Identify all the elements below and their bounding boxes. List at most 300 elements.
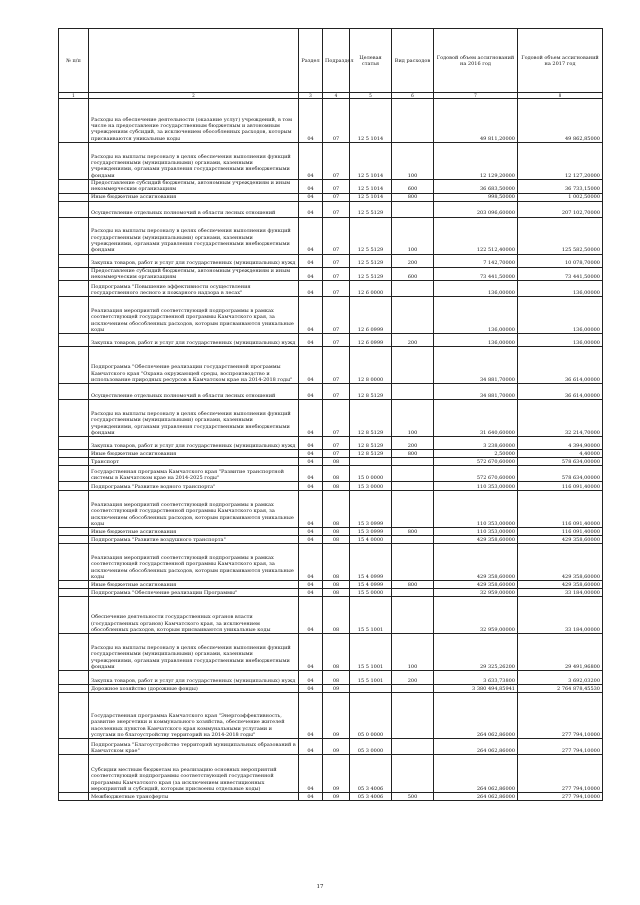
expense-type-cell (392, 693, 434, 739)
num-cell (59, 193, 89, 201)
name-cell: Иные бюджетные ассигнования (89, 193, 299, 201)
num-cell (59, 685, 89, 693)
article-cell: 15 3 0999 (350, 528, 392, 536)
subsection-cell: 07 (323, 334, 350, 347)
expense-type-cell: 800 (392, 528, 434, 536)
subsection-cell: 09 (323, 685, 350, 693)
article-cell: 15 5 1001 (350, 634, 392, 671)
expense-type-cell (392, 384, 434, 400)
amount-2016-cell: 110 353,00000 (434, 491, 518, 528)
section-cell: 04 (299, 634, 323, 671)
subsection-cell: 08 (323, 466, 350, 482)
num-cell (59, 217, 89, 254)
amount-2017-cell: 578 634,00000 (518, 466, 603, 482)
expense-type-cell: 100 (392, 217, 434, 254)
section-cell: 04 (299, 193, 323, 201)
article-cell: 12 5 5129 (350, 201, 392, 217)
table-row (59, 466, 603, 482)
amount-2017-cell: 33 184,00000 (518, 597, 603, 634)
name-cell: Дорожное хозяйство (дорожные фонды) (89, 685, 299, 693)
column-number: 8 (518, 93, 603, 99)
amount-2016-cell: 31 640,60000 (434, 400, 518, 437)
num-cell (59, 143, 89, 180)
expense-type-cell (392, 739, 434, 755)
table-row (59, 544, 603, 581)
amount-2017-cell: 578 634,00000 (518, 458, 603, 466)
section-cell: 04 (299, 739, 323, 755)
name-cell: Транспорт (89, 458, 299, 466)
name-cell: Закупка товаров, работ и услуг для государственных (муниципальных) нужд (89, 671, 299, 685)
article-cell: 12 5 5129 (350, 254, 392, 267)
appropriations-table (58, 28, 603, 801)
num-cell (59, 671, 89, 685)
column-number: 1 (59, 93, 89, 99)
amount-2017-cell: 277 794,10000 (518, 739, 603, 755)
amount-2016-cell: 136,00000 (434, 334, 518, 347)
expense-type-cell (392, 755, 434, 793)
expense-type-cell: 500 (392, 793, 434, 801)
amount-2017-cell: 73 441,50000 (518, 267, 603, 281)
article-cell: 15 4 0000 (350, 536, 392, 544)
article-cell: 12 5 1014 (350, 193, 392, 201)
amount-2017-cell: 136,00000 (518, 297, 603, 334)
name-cell: Реализация мероприятий соответствующей подпрограммы в рамках соответствующей государственной программы Камчатского края, за исключением обособленных расходов, которым присваиваются уникальные коды (89, 491, 299, 528)
expense-type-cell: 200 (392, 671, 434, 685)
article-cell: 12 5 1014 (350, 180, 392, 194)
num-cell (59, 297, 89, 334)
article-cell: 15 4 0999 (350, 581, 392, 589)
subsection-cell: 07 (323, 281, 350, 297)
amount-2017-cell: 4,40000 (518, 450, 603, 458)
expense-type-cell: 800 (392, 450, 434, 458)
num-cell (59, 254, 89, 267)
amount-2016-cell: 12 129,20000 (434, 143, 518, 180)
section-cell: 04 (299, 217, 323, 254)
num-cell (59, 201, 89, 217)
num-cell (59, 384, 89, 400)
amount-2016-cell: 264 062,86000 (434, 693, 518, 739)
section-cell: 04 (299, 201, 323, 217)
table-row (59, 193, 603, 201)
amount-2017-cell: 36 614,00000 (518, 347, 603, 384)
subsection-cell: 08 (323, 482, 350, 491)
amount-2016-cell: 429 358,60000 (434, 581, 518, 589)
num-cell (59, 793, 89, 801)
expense-type-cell: 200 (392, 254, 434, 267)
table-row (59, 217, 603, 254)
amount-2016-cell: 572 670,60000 (434, 466, 518, 482)
amount-2016-cell: 73 441,50000 (434, 267, 518, 281)
subsection-cell: 08 (323, 536, 350, 544)
num-cell (59, 597, 89, 634)
subsection-cell: 07 (323, 217, 350, 254)
table-row (59, 334, 603, 347)
amount-2016-cell: 572 670,60000 (434, 458, 518, 466)
amount-2017-cell: 125 582,50000 (518, 217, 603, 254)
section-cell: 04 (299, 589, 323, 597)
section-cell: 04 (299, 437, 323, 450)
name-cell: Реализация мероприятий соответствующей подпрограммы в рамках соответствующей государственной программы Камчатского края, за исключением обособленных расходов, которым присваиваются уникальные коды (89, 544, 299, 581)
expense-type-cell (392, 491, 434, 528)
table-row (59, 143, 603, 180)
table-row (59, 201, 603, 217)
name-cell: Осуществление отдельных полномочий в области лесных отношений (89, 384, 299, 400)
article-cell: 12 6 0000 (350, 281, 392, 297)
amount-2017-cell: 136,00000 (518, 281, 603, 297)
amount-2016-cell: 264 062,86000 (434, 755, 518, 793)
table-row (59, 693, 603, 739)
article-cell: 12 6 0999 (350, 334, 392, 347)
num-cell (59, 693, 89, 739)
num-cell (59, 334, 89, 347)
table-row (59, 755, 603, 793)
subsection-cell: 07 (323, 254, 350, 267)
subsection-cell: 07 (323, 99, 350, 143)
header-section: Раздел (299, 29, 323, 93)
article-cell: 15 5 1001 (350, 597, 392, 634)
amount-2016-cell: 3 633,73800 (434, 671, 518, 685)
num-cell (59, 466, 89, 482)
article-cell: 05 3 4006 (350, 793, 392, 801)
amount-2016-cell: 3 380 494,85941 (434, 685, 518, 693)
amount-2016-cell: 32 959,00000 (434, 589, 518, 597)
section-cell: 04 (299, 281, 323, 297)
section-cell: 04 (299, 143, 323, 180)
article-cell: 12 5 5129 (350, 217, 392, 254)
subsection-cell: 07 (323, 437, 350, 450)
article-cell: 12 5 5129 (350, 267, 392, 281)
amount-2016-cell: 32 959,00000 (434, 597, 518, 634)
amount-2017-cell: 49 862,85000 (518, 99, 603, 143)
amount-2016-cell: 49 811,20000 (434, 99, 518, 143)
column-number: 6 (392, 93, 434, 99)
article-cell: 12 8 5129 (350, 450, 392, 458)
amount-2016-cell: 429 358,60000 (434, 536, 518, 544)
name-cell: Иные бюджетные ассигнования (89, 528, 299, 536)
expense-type-cell (392, 281, 434, 297)
subsection-cell: 07 (323, 384, 350, 400)
name-cell: Подпрограмма "Обеспечение реализации государственной программы Камчатского края "Охрана окружающей среды, воспроизводство и использование природных ресурсов в Камчатском крае на 2014-2018 годы" (89, 347, 299, 384)
article-cell: 12 8 5129 (350, 400, 392, 437)
header-subsection: Подраздел (323, 29, 350, 93)
num-cell (59, 450, 89, 458)
column-number: 4 (323, 93, 350, 99)
subsection-cell: 07 (323, 400, 350, 437)
name-cell: Предоставление субсидий бюджетным, автономным учреждениям и иным некоммерческим организациям (89, 267, 299, 281)
name-cell: Межбюджетные трансферты (89, 793, 299, 801)
header-volume-2017: Годовой объем ассигнований на 2017 год (518, 29, 603, 93)
subsection-cell: 08 (323, 589, 350, 597)
num-cell (59, 458, 89, 466)
name-cell: Государственная программа Камчатского края "Энергоэффективность, развитие энергетики и коммунального хозяйства, обеспечение жителей населенных пунктов Камчатского края коммунальными услугами и услугами по благоустройству территорий на 2014-2018 годы" (89, 693, 299, 739)
num-cell (59, 589, 89, 597)
table-row (59, 297, 603, 334)
table-row (59, 482, 603, 491)
article-cell: 15 3 0999 (350, 491, 392, 528)
table-row (59, 589, 603, 597)
expense-type-cell: 600 (392, 267, 434, 281)
section-cell: 04 (299, 528, 323, 536)
header-target-article: Целевая статья (350, 29, 392, 93)
expense-type-cell (392, 544, 434, 581)
column-number: 2 (89, 93, 299, 99)
amount-2017-cell: 36 733,15000 (518, 180, 603, 194)
amount-2017-cell: 277 794,10000 (518, 755, 603, 793)
article-cell: 12 8 0000 (350, 347, 392, 384)
amount-2016-cell: 110 353,00000 (434, 528, 518, 536)
article-cell (350, 458, 392, 466)
expense-type-cell (392, 99, 434, 143)
section-cell: 04 (299, 334, 323, 347)
subsection-cell: 09 (323, 739, 350, 755)
name-cell: Обеспечение деятельности государственных органов власти (государственных органов) Камчатского края, за исключением обособленных расходов, которым присваиваются уникальные коды (89, 597, 299, 634)
num-cell (59, 281, 89, 297)
name-cell: Реализация мероприятий соответствующей подпрограммы в рамках соответствующей государственной программы Камчатского края, за исключением обособленных расходов, которым присваиваются уникальные коды (89, 297, 299, 334)
column-number: 3 (299, 93, 323, 99)
table-row (59, 347, 603, 384)
article-cell: 15 4 0999 (350, 544, 392, 581)
subsection-cell: 09 (323, 793, 350, 801)
section-cell: 04 (299, 793, 323, 801)
table-row (59, 400, 603, 437)
table-row (59, 597, 603, 634)
amount-2016-cell: 36 683,50000 (434, 180, 518, 194)
num-cell (59, 581, 89, 589)
expense-type-cell (392, 536, 434, 544)
article-cell: 12 8 5129 (350, 437, 392, 450)
subsection-cell: 09 (323, 693, 350, 739)
subsection-cell: 08 (323, 528, 350, 536)
article-cell: 12 5 1014 (350, 99, 392, 143)
table-row (59, 450, 603, 458)
subsection-cell: 07 (323, 143, 350, 180)
section-cell: 04 (299, 458, 323, 466)
expense-type-cell (392, 297, 434, 334)
section-cell: 04 (299, 400, 323, 437)
expense-type-cell (392, 597, 434, 634)
amount-2017-cell: 33 184,00000 (518, 589, 603, 597)
article-cell: 15 5 1001 (350, 671, 392, 685)
name-cell: Расходы на выплаты персоналу в целях обеспечения выполнения функций государственными (муниципальными) органами, казенными учреждениями, органами управления государственными внебюджетными фондами (89, 634, 299, 671)
amount-2017-cell: 32 214,70000 (518, 400, 603, 437)
article-cell: 12 5 1014 (350, 143, 392, 180)
subsection-cell: 07 (323, 347, 350, 384)
amount-2017-cell: 429 358,60000 (518, 544, 603, 581)
num-cell (59, 437, 89, 450)
num-cell (59, 634, 89, 671)
table-row (59, 254, 603, 267)
table-row (59, 180, 603, 194)
article-cell: 12 6 0999 (350, 297, 392, 334)
table-row (59, 437, 603, 450)
amount-2017-cell: 29 491,96800 (518, 634, 603, 671)
amount-2017-cell: 277 794,10000 (518, 693, 603, 739)
amount-2017-cell: 207 102,70000 (518, 201, 603, 217)
name-cell: Закупка товаров, работ и услуг для государственных (муниципальных) нужд (89, 437, 299, 450)
expense-type-cell: 100 (392, 634, 434, 671)
amount-2017-cell: 12 127,20000 (518, 143, 603, 180)
expense-type-cell (392, 347, 434, 384)
article-cell: 12 8 5129 (350, 384, 392, 400)
amount-2017-cell: 116 091,40000 (518, 491, 603, 528)
section-cell: 04 (299, 581, 323, 589)
amount-2016-cell: 7 142,70000 (434, 254, 518, 267)
expense-type-cell: 600 (392, 180, 434, 194)
table-row (59, 536, 603, 544)
name-cell: Подпрограмма "Благоустройство территорий муниципальных образований в Камчатском крае" (89, 739, 299, 755)
table-row (59, 384, 603, 400)
table-row (59, 267, 603, 281)
name-cell: Иные бюджетные ассигнования (89, 450, 299, 458)
num-cell (59, 536, 89, 544)
expense-type-cell (392, 458, 434, 466)
amount-2016-cell: 110 353,00000 (434, 482, 518, 491)
section-cell: 04 (299, 491, 323, 528)
table-row (59, 281, 603, 297)
subsection-cell: 08 (323, 581, 350, 589)
page-number: 17 (316, 884, 324, 890)
amount-2017-cell: 4 394,90000 (518, 437, 603, 450)
name-cell: Осуществление отдельных полномочий в области лесных отношений (89, 201, 299, 217)
table-row (59, 581, 603, 589)
expense-type-cell: 800 (392, 193, 434, 201)
subsection-cell: 07 (323, 450, 350, 458)
num-cell (59, 400, 89, 437)
section-cell: 04 (299, 450, 323, 458)
header-row (59, 29, 603, 93)
amount-2016-cell: 34 881,70000 (434, 384, 518, 400)
amount-2016-cell: 34 881,70000 (434, 347, 518, 384)
amount-2017-cell: 136,00000 (518, 334, 603, 347)
section-cell: 04 (299, 693, 323, 739)
name-cell: Подпрограмма "Обеспечение реализации Программы" (89, 589, 299, 597)
subsection-cell: 09 (323, 755, 350, 793)
subsection-cell: 07 (323, 201, 350, 217)
header-volume-2016: Годовой объем ассигнований на 2016 год (434, 29, 518, 93)
table-row (59, 491, 603, 528)
section-cell: 04 (299, 180, 323, 194)
expense-type-cell: 100 (392, 400, 434, 437)
name-cell: Расходы на выплаты персоналу в целях обеспечения выполнения функций государственными (муниципальными) органами, казенными учреждениями, органами управления государственными внебюджетными фондами (89, 143, 299, 180)
table-row (59, 685, 603, 693)
header-name (89, 29, 299, 93)
column-number: 7 (434, 93, 518, 99)
name-cell: Субсидии местным бюджетам на реализацию основных мероприятий соответствующей подпрограммы соответствующей государственной программы Камчатского края (за исключением инвестиционных мероприятий и субсидий, которым присвоены отдельные коды) (89, 755, 299, 793)
table-row (59, 793, 603, 801)
section-cell: 04 (299, 536, 323, 544)
amount-2017-cell: 429 358,60000 (518, 581, 603, 589)
table-row (59, 458, 603, 466)
table-row (59, 99, 603, 143)
expense-type-cell (392, 685, 434, 693)
table-row (59, 634, 603, 671)
amount-2016-cell: 203 096,60000 (434, 201, 518, 217)
article-cell (350, 685, 392, 693)
num-cell (59, 347, 89, 384)
table-row (59, 739, 603, 755)
table-row (59, 528, 603, 536)
subsection-cell: 07 (323, 267, 350, 281)
expense-type-cell: 800 (392, 581, 434, 589)
section-cell: 04 (299, 267, 323, 281)
name-cell: Закупка товаров, работ и услуг для государственных (муниципальных) нужд (89, 334, 299, 347)
section-cell: 04 (299, 297, 323, 334)
section-cell: 04 (299, 254, 323, 267)
section-cell: 04 (299, 544, 323, 581)
section-cell: 04 (299, 685, 323, 693)
article-cell: 05 3 4006 (350, 755, 392, 793)
section-cell: 04 (299, 597, 323, 634)
subsection-cell: 08 (323, 671, 350, 685)
header-expense-type: Вид расходов (392, 29, 434, 93)
amount-2016-cell: 136,00000 (434, 281, 518, 297)
name-cell: Иные бюджетные ассигнования (89, 581, 299, 589)
expense-type-cell (392, 482, 434, 491)
amount-2017-cell: 2 764 878,45530 (518, 685, 603, 693)
expense-type-cell: 200 (392, 334, 434, 347)
num-cell (59, 180, 89, 194)
subsection-cell: 08 (323, 491, 350, 528)
amount-2016-cell: 136,00000 (434, 297, 518, 334)
section-cell: 04 (299, 99, 323, 143)
num-cell (59, 528, 89, 536)
amount-2017-cell: 429 358,60000 (518, 536, 603, 544)
section-cell: 04 (299, 347, 323, 384)
article-cell: 15 0 0000 (350, 466, 392, 482)
amount-2016-cell: 3 238,60000 (434, 437, 518, 450)
num-cell (59, 99, 89, 143)
amount-2016-cell: 264 062,86000 (434, 793, 518, 801)
article-cell: 15 3 0000 (350, 482, 392, 491)
name-cell: Расходы на выплаты персоналу в целях обеспечения выполнения функций государственными (муниципальными) органами, казенными учреждениями, органами управления государственными внебюджетными фондами (89, 400, 299, 437)
subsection-cell: 08 (323, 597, 350, 634)
amount-2016-cell: 122 512,40000 (434, 217, 518, 254)
amount-2016-cell: 29 325,26200 (434, 634, 518, 671)
amount-2016-cell: 429 358,60000 (434, 544, 518, 581)
name-cell: Закупка товаров, работ и услуг для государственных (муниципальных) нужд (89, 254, 299, 267)
amount-2016-cell: 264 062,86000 (434, 739, 518, 755)
num-cell (59, 491, 89, 528)
name-cell: Подпрограмма "Повышение эффективности осуществления государственного лесного и пожарного надзора в лесах" (89, 281, 299, 297)
name-cell: Подпрограмма "Развитие водного транспорта" (89, 482, 299, 491)
article-cell: 15 5 0000 (350, 589, 392, 597)
name-cell: Государственная программа Камчатского края "Развитие транспортной системы в Камчатском крае на 2014-2025 годы" (89, 466, 299, 482)
section-cell: 04 (299, 671, 323, 685)
table-row (59, 671, 603, 685)
name-cell: Предоставление субсидий бюджетным, автономным учреждениям и иным некоммерческим организациям (89, 180, 299, 194)
expense-type-cell: 100 (392, 143, 434, 180)
num-cell (59, 267, 89, 281)
amount-2017-cell: 1 002,50000 (518, 193, 603, 201)
subsection-cell: 08 (323, 458, 350, 466)
name-cell: Расходы на обеспечение деятельности (оказание услуг) учреждений, в том числе на предоставление государственным бюджетным и автономным учреждениям субсидий, за исключением обособленных расходов, которым присваиваются уникальные коды (89, 99, 299, 143)
expense-type-cell: 200 (392, 437, 434, 450)
amount-2017-cell: 36 614,00000 (518, 384, 603, 400)
amount-2017-cell: 3 692,03200 (518, 671, 603, 685)
amount-2016-cell: 998,50000 (434, 193, 518, 201)
subsection-cell: 07 (323, 297, 350, 334)
amount-2016-cell: 2,50000 (434, 450, 518, 458)
section-cell: 04 (299, 482, 323, 491)
column-number: 5 (350, 93, 392, 99)
amount-2017-cell: 10 078,70000 (518, 254, 603, 267)
section-cell: 04 (299, 466, 323, 482)
header-number: № п/п (59, 29, 89, 93)
expense-type-cell (392, 589, 434, 597)
article-cell: 05 0 0000 (350, 693, 392, 739)
section-cell: 04 (299, 755, 323, 793)
expense-type-cell (392, 201, 434, 217)
